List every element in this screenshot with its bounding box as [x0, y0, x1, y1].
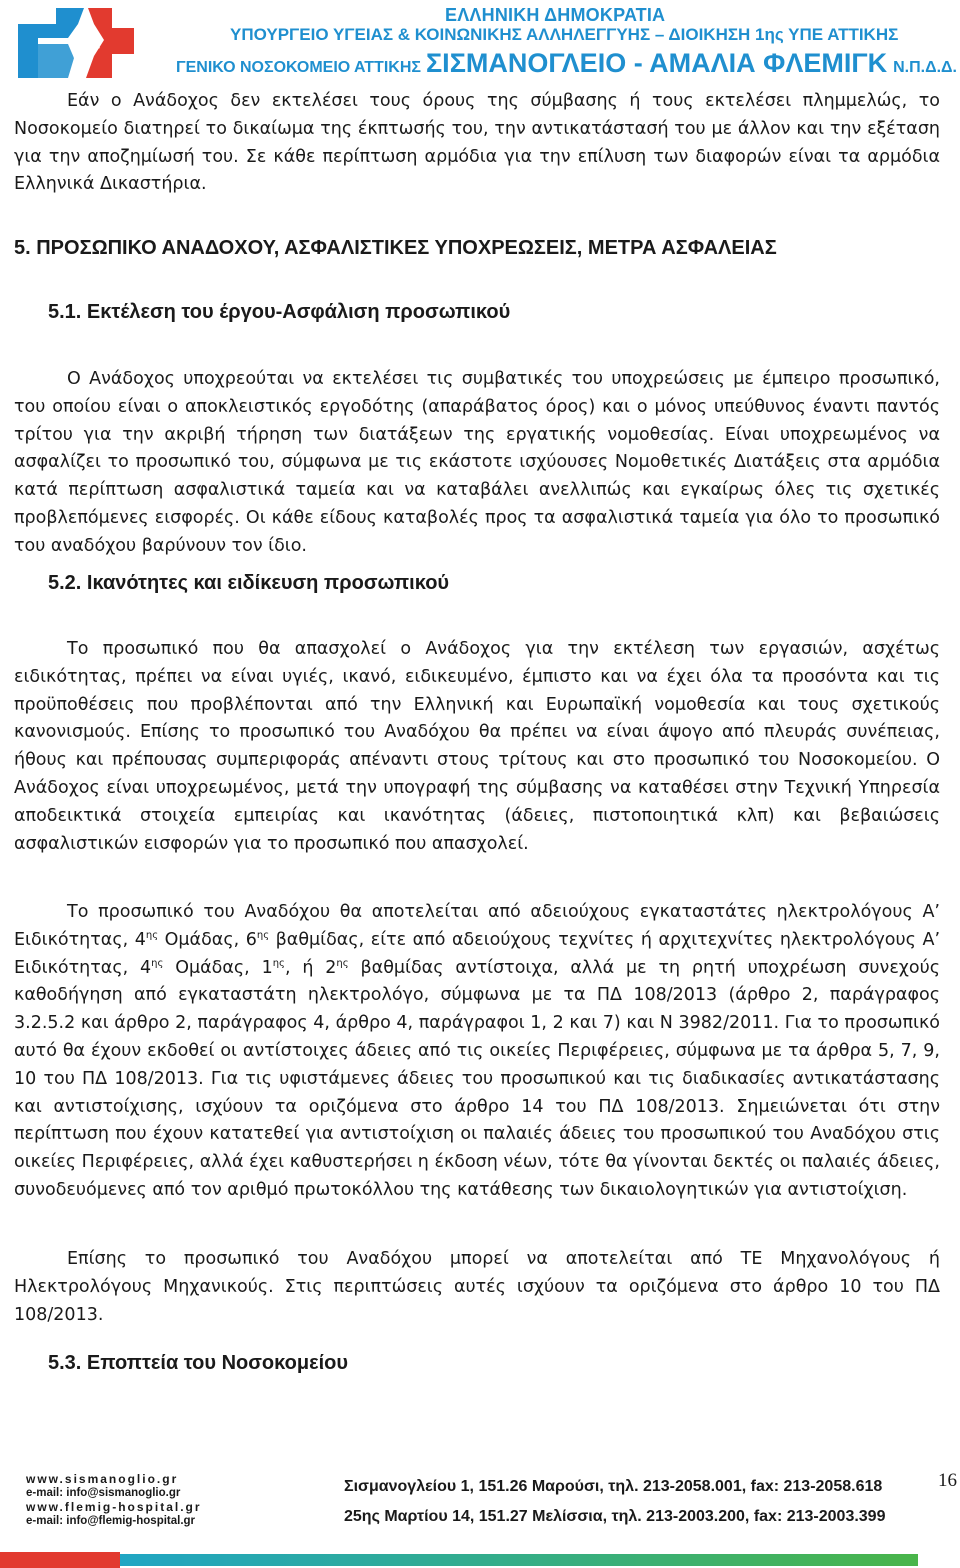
- subsection-5-1-paragraph: Ο Ανάδοχος υποχρεούται να εκτελέσει τις συμβατικές του υποχρεώσεις με έμπειρο προσωπικό, του οποίου είναι ο αποκλειστικός εργοδότης (απαράβατος όρος) και ο μόνος υπεύθυνος έναντι παντός τρίτου για την ακριβή τήρηση των διατάξεων της εργατικής νομοθεσίας. Είναι υποχρεωμένος να ασφαλίζει το προσωπικό του, σύμφωνα με τις εκάστοτε ισχύουσες Νομοθετικές Διατάξεις στα αρμόδια κατά περίπτωση ασφαλιστικά ταμεία και να καταβάλει ανελλιπώς και εγκαίρως όλες τις σχετικές προβλεπόμενες εισφορές. Οι κάθε είδους καταβολές προς τα ασφαλιστικά ταμεία για όλο το προσωπικό του αναδόχου βαρύνουν τον ίδιο.: [14, 369, 940, 556]
- footer-red-accent: [0, 1552, 120, 1568]
- intro-paragraph: Εάν ο Ανάδοχος δεν εκτελέσει τους όρους της σύμβασης ή τους εκτελέσει πλημμελώς, το Νοσοκομείο διατηρεί το δικαίωμα της έκπτωσής του, την αντικατάστασή του με άλλον και την εξέταση για την αποζημίωσή του. Σε κάθε περίπτωση αρμόδια για την επίλυση των διαφορών είναι τα αρμόδια Ελληνικά Δικαστήρια.: [14, 91, 940, 195]
- subsection-5-2-paragraph-2: Το προσωπικό του Αναδόχου θα αποτελείται από αδειούχους εγκαταστάτες ηλεκτρολόγους Α’ Ειδικότητας, $4^{\eta\varsigma}$ Ομάδας, $6^{\eta\varsigma}$ βαθμίδας, είτε από αδειούχους τεχνίτες ή αρχιτεχνίτες ηλεκτρολόγους Α’ Ειδικότητας, $4^{\eta\varsigma}$ Ομάδας, $1^{\eta\varsigma}$, ή $2^{\eta\varsigma}$ βαθμίδας αντίστοιχα, αλλά με τη ρητή υποχρέωση συνεχούς καθοδήγηση από εγκαταστάτη ηλεκτρολόγο, σύμφωνα με τα ΠΔ 108/2013 (άρθρο 2, παράγραφος 3.2.5.2 και άρθρο 2, παράγραφος 4, άρθρο 4, παράγραφοι 1, 2 και 7) και Ν 3982/2011. Για το προσωπικό αυτό θα έχουν εκδοθεί οι αντίστοιχες άδειες από τις οικείες Περιφέρειες, σύμφωνα με τα άρθρα 5, 7, 9, 10 του ΠΔ 108/2013. Για τις υφιστάμενες άδειες του προσωπικού και τις διαδικασίες αντικατάστασης και αντιστοίχισης, ισχύουν τα οριζόμενα στο άρθρο 14 του ΠΔ 108/2013. Σημειώνεται ότι στην περίπτωση που έχουν κατατεθεί για αντιστοίχιση οι παλαιές άδειες του προσωπικού του Αναδόχου στις οικείες Περιφέρειες, αλλά έχει καθυστερήσει η έκδοση νέων, τότε θα γίνονται δεκτές οι παλαιές άδειες, συνοδευόμενες από τον αριθμό πρωτοκόλλου της κατάθεσης των δικαιολογητικών για αντιστοίχιση.: [14, 902, 941, 1200]
- subsection-5-2-title: 5.2. Ικανότητες και ειδίκευση προσωπικού: [48, 572, 450, 594]
- footer-email-2: e-mail: info@flemig-hospital.gr: [26, 1515, 196, 1527]
- header-ministry: ΥΠΟΥΡΓΕΙΟ ΥΓΕΙΑΣ & ΚΟΙΝΩΝΙΚΗΣ ΑΛΛΗΛΕΓΓΥΗΣ – ΔΙΟΙΚΗΣΗ 1ης ΥΠΕ ΑΤΤΙΚΗΣ: [230, 25, 899, 44]
- page-number: 16: [938, 1470, 957, 1491]
- subsection-5-2-block: [14, 636, 940, 858]
- footer-website-2: www.flemig-hospital.gr: [26, 1500, 202, 1514]
- header-hospital-suffix: Ν.Π.Δ.Δ.: [893, 59, 957, 76]
- subsection-5-2-block-2: [14, 899, 940, 1205]
- footer-website-1: www.sismanoglio.gr: [26, 1472, 179, 1486]
- hospital-cross-logo: [8, 4, 140, 82]
- letterhead: [0, 0, 960, 86]
- header-republic: ΕΛΛΗΝΙΚΗ ΔΗΜΟΚΡΑΤΙΑ: [445, 5, 666, 25]
- footer-contacts: [26, 1472, 202, 1528]
- header-hospital-name: ΣΙΣΜΑΝΟΓΛΕΙΟ - ΑΜΑΛΙΑ ΦΛΕΜΙΓΚ: [425, 48, 888, 78]
- footer-email-1: e-mail: info@sismanoglio.gr: [26, 1487, 181, 1499]
- header-hospital: [176, 48, 957, 79]
- header-hospital-prefix: ΓΕΝΙΚΟ ΝΟΣΟΚΟΜΕΙΟ ΑΤΤΙΚΗΣ: [176, 59, 421, 76]
- subsection-5-1-title: 5.1. Εκτέλεση του έργου-Ασφάλιση προσωπικού: [48, 301, 511, 323]
- footer-color-bar: [0, 1554, 918, 1566]
- subsection-5-2-paragraph-1: Το προσωπικό που θα απασχολεί ο Ανάδοχος για την εκτέλεση των εργασιών, ασχέτως ειδικότητας, πρέπει να είναι υγιές, ικανό, ειδικευμένο, έμπιστο και να έχει όλα τα προσόντα και τις προϋποθέσεις που προβλέπονται από την Ελληνική και Ευρωπαϊκή νομοθεσία και τους σχετικούς κανονισμούς. Επίσης το προσωπικό του Αναδόχου θα πρέπει να είναι άψογο από πλευράς συνέπειας, ήθους και πρέπουσας συμπεριφοράς απέναντι στους τρίτους και στο προσωπικό του Νοσοκομείου. Ο Ανάδοχος είναι υποχρεωμένος, μετά την υπογραφή της σύμβασης να καταθέσει στην Τεχνική Υπηρεσία αποδεικτικά στοιχεία εμπειρίας και ικανότητας (άδειες, πιστοποιητικά κλπ) και βεβαιώσεις ασφαλιστικών εισφορών για το προσωπικό που απασχολεί.: [14, 639, 940, 854]
- intro-paragraph-block: [14, 88, 940, 199]
- subsection-5-1-block: [14, 366, 940, 561]
- section-5-title: 5. ΠΡΟΣΩΠΙΚΟ ΑΝΑΔΟΧΟΥ, ΑΣΦΑΛΙΣΤΙΚΕΣ ΥΠΟΧΡΕΩΣΕΙΣ, ΜΕΤΡΑ ΑΣΦΑΛΕΙΑΣ: [14, 237, 777, 259]
- letterhead-footer: [0, 1468, 960, 1568]
- subsection-5-2-block-3: [14, 1246, 940, 1329]
- subsection-5-3-title: 5.3. Εποπτεία του Νοσοκομείου: [48, 1352, 348, 1374]
- footer-address-1: Σισμανογλείου 1, 151.26 Μαρούσι, τηλ. 213-2058.001, fax: 213-2058.618: [344, 1478, 883, 1495]
- footer-address-2: 25ης Μαρτίου 14, 151.27 Μελίσσια, τηλ. 213-2003.200, fax: 213-2003.399: [344, 1508, 886, 1525]
- subsection-5-2-paragraph-3: Επίσης το προσωπικό του Αναδόχου μπορεί να αποτελείται από ΤΕ Μηχανολόγους ή Ηλεκτρολόγους Μηχανικούς. Στις περιπτώσεις αυτές ισχύουν τα οριζόμενα στο άρθρο 10 του ΠΔ 108/2013.: [14, 1249, 940, 1325]
